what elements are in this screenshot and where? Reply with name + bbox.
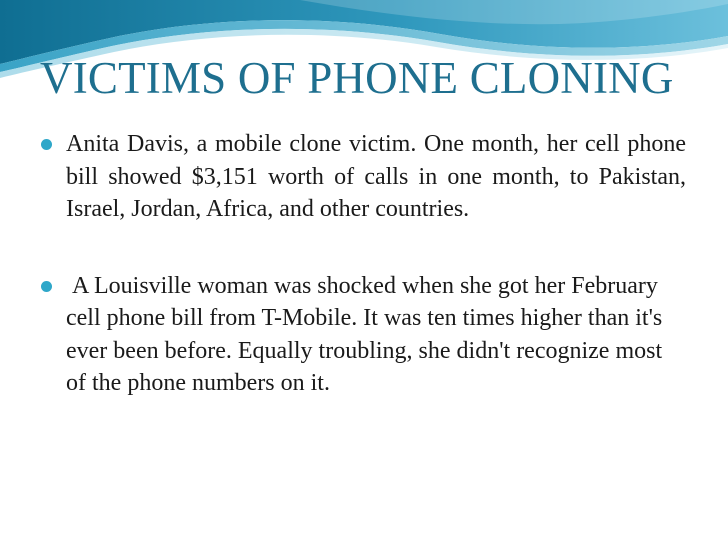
bullet-dot-icon — [41, 281, 52, 292]
bullet-list — [40, 128, 686, 400]
bullet-dot-icon — [41, 139, 52, 150]
bullet-item — [40, 270, 686, 400]
bullet-item — [40, 128, 686, 226]
slide-title: VICTIMS OF PHONE CLONING — [40, 53, 674, 103]
bullet-text: Anita Davis, a mobile clone victim. One month, her cell phone bill showed $3,151 worth of calls in one month, to Pakistan, Israel, Jordan, Africa, and other countries. — [66, 131, 686, 222]
bullet-text: A Louisville woman was shocked when she got her February cell phone bill from T-Mobile. It was ten times higher than it's ever been before. Equally troubling, she didn't recognize most of the phone numbers on it. — [66, 272, 663, 396]
